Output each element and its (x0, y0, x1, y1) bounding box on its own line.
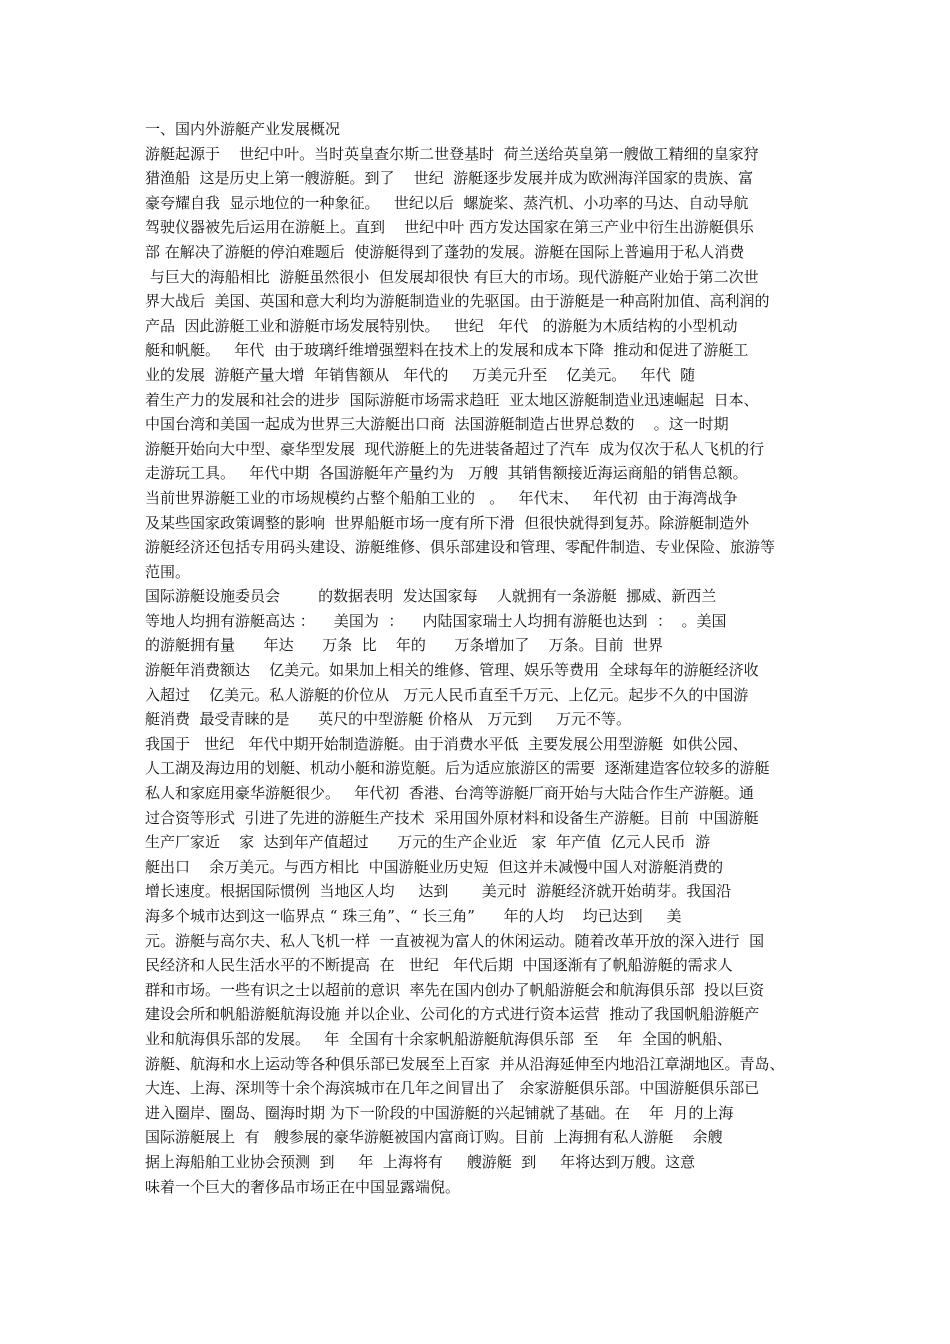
paragraph-line: 与巨大的海船相比 游艇虽然很小 但发展却很快 有巨大的市场。现代游艇产业始于第二次世 (145, 267, 759, 286)
paragraph-line: 豪夸耀自我 显示地位的一种象征。 世纪以后 螺旋桨、蒸汽机、小功率的马达、自动导航 (145, 193, 749, 212)
paragraph-line: 人工湖及海边用的划艇、机动小艇和游览艇。后为适应旅游区的需要 逐渐建造客位较多的游艇 (145, 759, 770, 778)
paragraph-line: 元。游艇与高尔夫、私人飞机一样 一直被视为富人的休闲运动。随着改革开放的深入进行 国 (145, 931, 765, 950)
section-heading: 一、国内外游艇产业发展概况 (145, 120, 341, 138)
paragraph-line: 游艇起源于 世纪中叶。当时英皇查尔斯二世登基时 荷兰送给英皇第一艘做工精细的皇家狩 (145, 144, 759, 163)
paragraph-line: 业和航海俱乐部的发展。 年 全国有十余家帆船游艇航海俱乐部 至 年 全国的帆船、 (145, 1029, 732, 1048)
paragraph-line: 入超过 亿美元。私人游艇的价位从 万元人民币直至千万元、上亿元。起步不久的中国游 (145, 685, 749, 704)
paragraph-line: 着生产力的发展和社会的进步 国际游艇市场需求趋旺 亚太地区游艇制造业迅速崛起 日本、 (145, 390, 759, 409)
paragraph-line: 走游玩工具。 年代中期 各国游艇年产量约为 万艘 其销售额接近海运商船的销售总额。 (145, 464, 748, 483)
paragraph-line: 大连、上海、深圳等十余个海滨城市在几年之间冒出了 余家游艇俱乐部。中国游艇俱乐部已 (145, 1079, 760, 1098)
paragraph-line: 私人和家庭用豪华游艇很少。 年代初 香港、台湾等游艇厂商开始与大陆合作生产游艇。通 (145, 784, 754, 803)
paragraph-line: 游艇经济还包括专用码头建设、游艇维修、俱乐部建设和管理、零配件制造、专业保险、旅游等 (145, 538, 776, 557)
paragraph-line: 范围。 (145, 562, 191, 581)
paragraph-line: 等地人均拥有游艇高达 ： 美国为 ： 内陆国家瑞士人均拥有游艇也达到 ： 。美国 (145, 611, 727, 630)
paragraph-line: 据上海船舶工业协会预测 到 年 上海将有 艘游艇 到 年将达到万艘。这意 (145, 1152, 696, 1171)
paragraph-line: 建设会所和帆船游艇航海设施 并以企业、公司化的方式进行资本运营 推动了我国帆船游艇产 (145, 1005, 760, 1024)
paragraph-line: 民经济和人民生活水平的不断提高 在 世纪 年代后期 中国逐渐有了帆船游艇的需求人 (145, 956, 733, 975)
paragraph-line: 游艇年消费额达 亿美元。如果加上相关的维修、管理、娱乐等费用 全球每年的游艇经济收 (145, 661, 759, 680)
paragraph-line: 游艇、航海和水上运动等各种俱乐部已发展至上百家 并从沿海延伸至内地沿江章湖地区。青岛、 (145, 1054, 785, 1073)
paragraph-line: 猎渔船 这是历史上第一艘游艇。到了 世纪 游艇逐步发展并成为欧洲海洋国家的贵族、富 (145, 169, 754, 188)
paragraph-line: 进入圈岸、圈岛、圈海时期 为下一阶段的中国游艇的兴起铺就了基础。在 年 月的上海 (145, 1103, 734, 1122)
paragraph-line: 中国台湾和美国一起成为世界三大游艇出口商 法国游艇制造占世界总数的 。这一时期 (145, 415, 729, 434)
paragraph-line: 海多个城市达到这一临界点 “ 珠三角”、“ 长三角” 年的人均 均已达到 美 (145, 907, 682, 925)
paragraph-line: 游艇开始向大中型、豪华型发展 现代游艇上的先进装备超过了汽车 成为仅次于私人飞机的行 (145, 439, 765, 458)
document-body (145, 117, 815, 1199)
paragraph-line: 味着一个巨大的奢侈品市场正在中国显露端倪。 (145, 1177, 461, 1196)
paragraph-line: 部 在解决了游艇的停泊难题后 使游艇得到了蓬勃的发展。游艇在国际上普遍用于私人消费 (145, 242, 745, 261)
paragraph-line: 当前世界游艇工业的市场规模约占整个船舶工业的 。 年代末、 年代初 由于海湾战争 (145, 488, 738, 507)
paragraph-line: 过合资等形式 引进了先进的游艇生产技术 采用国外原材料和设备生产游艇。目前 中国游艇 (145, 808, 759, 827)
paragraph-line: 增长速度。根据国际惯例 当地区人均 达到 美元时 游艇经济就开始萌芽。我国沿 (145, 882, 732, 901)
paragraph-line: 界大战后 美国、英国和意大利均为游艇制造业的先驱国。由于游艇是一种高附加值、高利润的 (145, 292, 770, 311)
paragraph-line: 及某些国家政策调整的影响 世界船艇市场一度有所下滑 但很快就得到复苏。除游艇制造外 (145, 513, 750, 532)
paragraph-line: 产品 因此游艇工业和游艇市场发展特别快。 世纪 年代 的游艇为木质结构的小型机动 (145, 316, 738, 335)
paragraph-line: 驾驶仪器被先后运用在游艇上。直到 世纪中叶 西方发达国家在第三产业中衍生出游艇俱乐 (145, 218, 754, 237)
paragraph-line: 业的发展 游艇产量大增 年销售额从 年代的 万美元升至 亿美元。 年代 随 (145, 365, 696, 384)
paragraph-line: 艇出口 余万美元。与西方相比 中国游艇业历史短 但这并未减慢中国人对游艇消费的 (145, 857, 724, 876)
paragraph-line: 国际游艇展上 有 艘参展的豪华游艇被国内富商订购。目前 上海拥有私人游艇 余艘 (145, 1128, 723, 1147)
paragraph-line: 我国于 世纪 年代中期开始制造游艇。由于消费水平低 主要发展公用型游艇 如供公园、 (145, 734, 748, 753)
paragraph-line: 艇和帆艇。 年代 由于玻璃纤维增强塑料在技术上的发展和成本下降 推动和促进了游艇工 (145, 341, 749, 360)
paragraph-line: 群和市场。一些有识之士以超前的意识 率先在国内创办了帆船游艇会和航海俱乐部 投以巨资 (145, 980, 765, 999)
paragraph-line: 生产厂家近 家 达到年产值超过 万元的生产企业近 家 年产值 亿元人民币 游 (145, 833, 711, 852)
paragraph-line: 艇消费 最受青睐的是 英尺的中型游艇 价格从 万元到 万元不等。 (145, 710, 632, 729)
paragraph-line: 国际游艇设施委员会 的数据表明 发达国家每 人就拥有一条游艇 挪威、新西兰 (145, 587, 717, 606)
paragraph-line: 的游艇拥有量 年达 万条 比 年的 万条增加了 万条。目前 世界 (145, 636, 664, 655)
